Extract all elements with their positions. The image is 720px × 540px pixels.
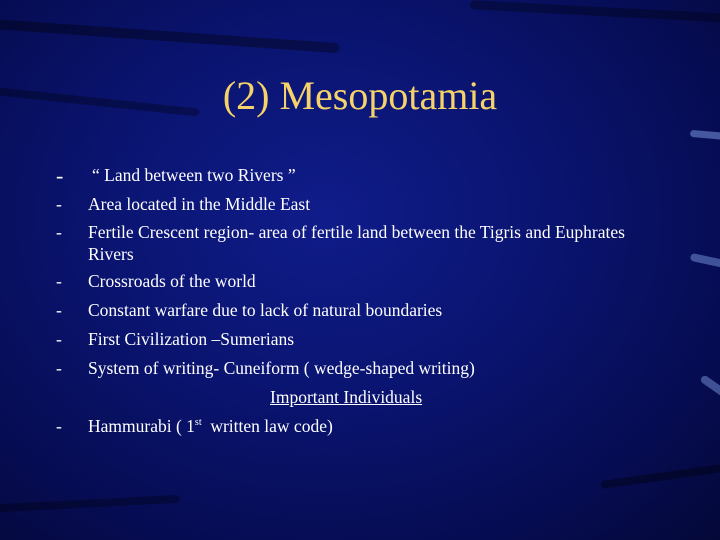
- bullet-marker: -: [56, 194, 62, 214]
- background-streak: [699, 374, 720, 403]
- background-streak: [470, 0, 720, 25]
- ordinal-superscript: st: [194, 417, 202, 428]
- bullet-marker: -: [56, 222, 62, 242]
- bullet-text: Constant warfare due to lack of natural boundaries: [88, 300, 443, 320]
- bullet-marker: -: [56, 358, 62, 378]
- background-streak: [600, 459, 720, 489]
- list-item: [56, 269, 646, 294]
- bullet-marker: -: [56, 300, 62, 320]
- bullet-text: Crossroads of the world: [88, 271, 256, 291]
- bullet-text-part: Hammurabi ( 1: [88, 416, 195, 436]
- background-streak: [690, 253, 720, 271]
- subheading-important-individuals: Important Individuals: [270, 387, 423, 407]
- bullet-marker: -: [56, 329, 62, 349]
- bullet-text: Area located in the Middle East: [88, 194, 311, 214]
- background-streak: [0, 495, 180, 513]
- bullet-text: First Civilization –Sumerians: [88, 329, 295, 349]
- bullet-text: Fertile Crescent region- area of fertile land between the Tigris and Euphrates Rivers: [88, 222, 625, 264]
- background-streak: [0, 17, 340, 53]
- bullet-marker: -: [56, 163, 64, 188]
- slide-title: (2) Mesopotamia: [222, 73, 498, 118]
- list-item: [56, 414, 646, 439]
- bullet-marker: -: [56, 416, 62, 436]
- list-item: [56, 192, 646, 217]
- bullet-text: “ Land between two Rivers ”: [92, 165, 296, 185]
- bullet-text: System of writing- Cuneiform ( wedge-shaped writing): [88, 358, 475, 378]
- bullet-list: [56, 163, 646, 443]
- bullet-text-hammurabi: [88, 414, 646, 439]
- list-item: [56, 356, 646, 381]
- list-item: [56, 163, 646, 188]
- bullet-text-part: written law code): [201, 416, 333, 436]
- list-item: [56, 327, 646, 352]
- list-item: [56, 221, 646, 265]
- bullet-marker: -: [56, 271, 62, 291]
- background-streak: [690, 130, 720, 141]
- list-item: [56, 298, 646, 323]
